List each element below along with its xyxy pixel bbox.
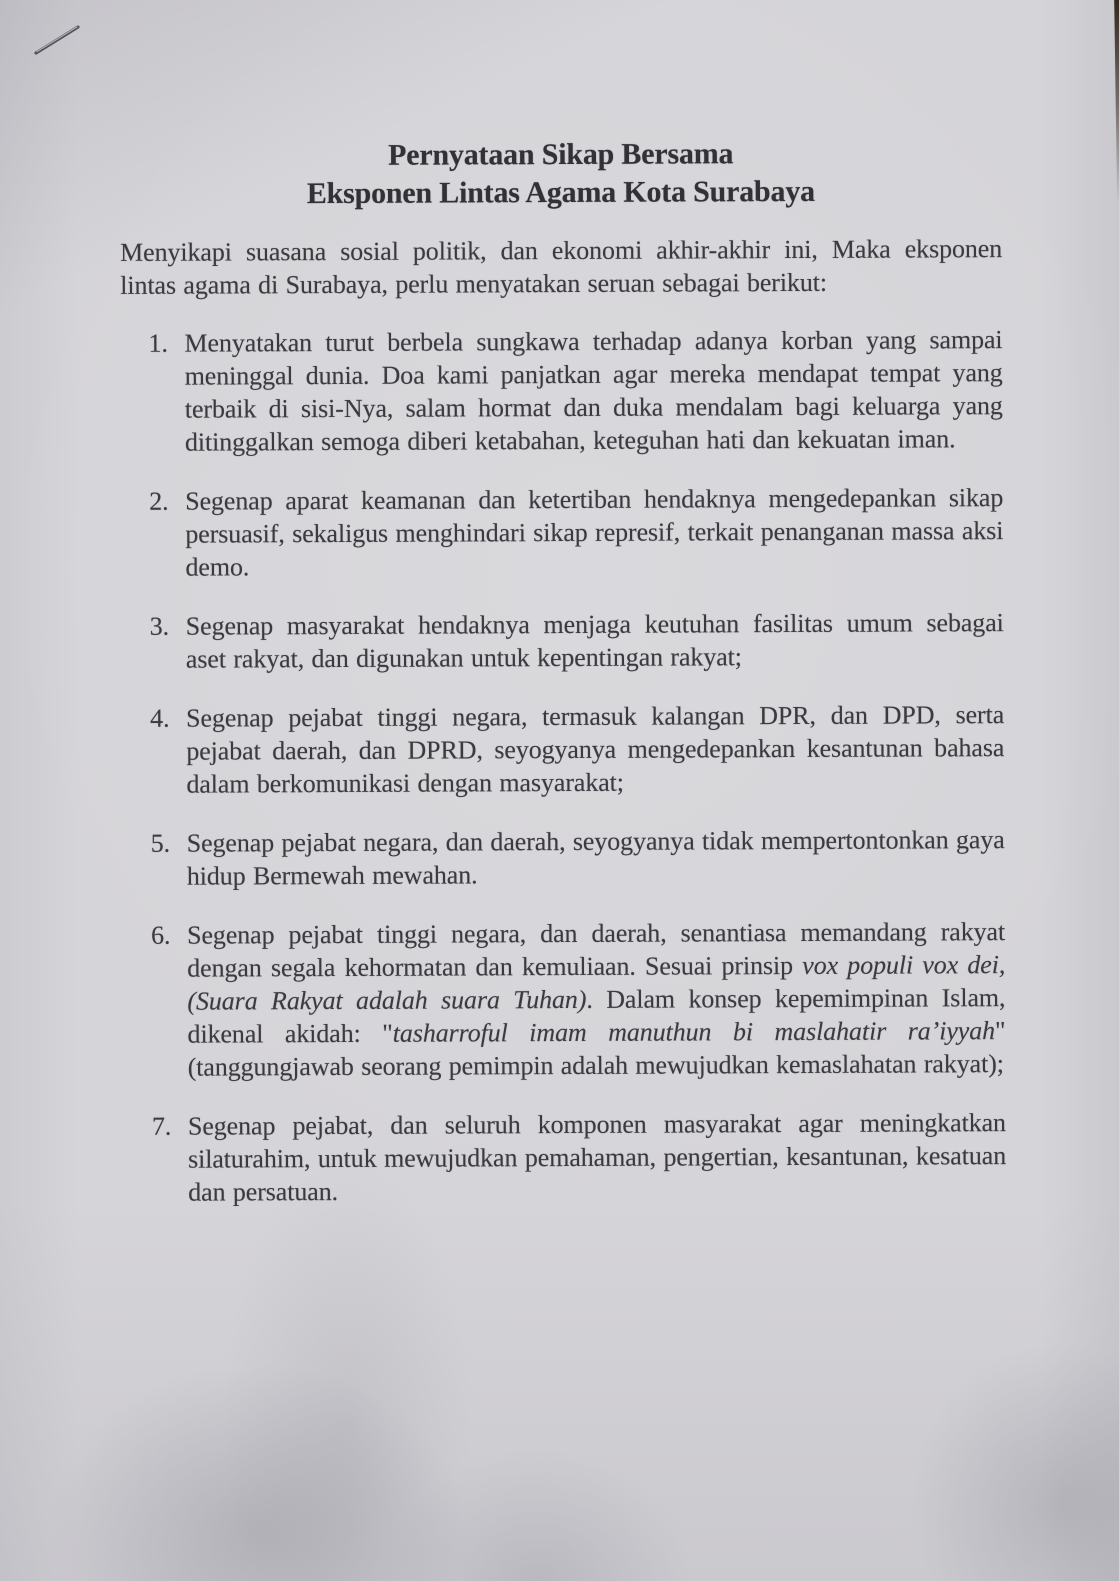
list-item-text: Segenap aparat keamanan dan ketertiban hendaknya mengedepankan sikap persuasif, sekaligus menghindari sikap represif, terkait penanganan massa aksi demo.: [185, 483, 1004, 582]
list-item: [121, 481, 1003, 584]
list-item: [123, 823, 1005, 893]
list-item-text: Segenap pejabat tinggi negara, dan daerah, senantiasa memandang rakyat dengan segala kehormatan dan kemuliaan. Sesuai prinsip vox populi vox dei, (Suara Rakyat adalah suara Tuhan). Dalam konsep kepemimpinan Islam, dikenal akidah: "tasharroful imam manuthun bi maslahatir ra’iyyah" (tanggungjawab seorang pemimpin adalah mewujudkan kemaslahatan rakyat);: [187, 917, 1006, 1082]
list-item: [122, 606, 1004, 676]
list-item-number: 5.: [150, 828, 171, 858]
list-item: [122, 698, 1004, 801]
statement-list: [120, 323, 1006, 1209]
document-page: [120, 134, 1007, 1235]
list-item-number: 7.: [151, 1111, 172, 1141]
intro-paragraph: Menyikapi suasana sosial politik, dan ekonomi akhir-akhir ini, Maka eksponen lintas agama di Surabaya, perlu menyatakan seruan sebagai berikut:: [120, 234, 1003, 300]
list-item: [120, 323, 1003, 459]
list-item-number: 3.: [149, 611, 170, 641]
list-item-text: Segenap pejabat, dan seluruh komponen masyarakat agar meningkatkan silaturahim, untuk mewujudkan pemahaman, pengertian, kesantunan, kesatuan dan persatuan.: [187, 1108, 1007, 1207]
list-item-text: Menyatakan turut berbela sungkawa terhadap adanya korban yang sampai meninggal dunia. Doa kami panjatkan agar mereka mendapat tempat yang terbaik di sisi-Nya, salam hormat dan duka mendalam bagi keluarga yang ditinggalkan semoga diberi ketabahan, keteguhan hati dan kekuatan iman.: [184, 325, 1003, 457]
photo-background-edge: [1113, 0, 1119, 205]
document-title-line2: Eksponen Lintas Agama Kota Surabaya: [306, 174, 815, 211]
list-item-text: Segenap pejabat tinggi negara, termasuk kalangan DPR, dan DPD, serta pejabat daerah, dan DPRD, seyogyanya mengedepankan kesantunan bahasa dalam berkomunikasi dengan masyarakat;: [186, 700, 1005, 799]
list-item-text: Segenap masyarakat hendaknya menjaga keutuhan fasilitas umum sebagai aset rakyat, dan digunakan untuk kepentingan rakyat;: [185, 608, 1004, 674]
list-item: [123, 915, 1006, 1084]
document-title-line1: Pernyataan Sikap Bersama: [388, 137, 734, 172]
list-item-number: 4.: [150, 703, 170, 733]
list-item-number: 2.: [149, 486, 169, 516]
document-title: [120, 134, 1002, 214]
list-item-number: 1.: [148, 328, 168, 358]
list-item-text: Segenap pejabat negara, dan daerah, seyogyanya tidak mempertontonkan gaya hidup Bermewah mewahan.: [186, 825, 1005, 891]
list-item-number: 6.: [151, 920, 171, 950]
list-item: [124, 1106, 1006, 1209]
staple-icon: [28, 20, 90, 66]
